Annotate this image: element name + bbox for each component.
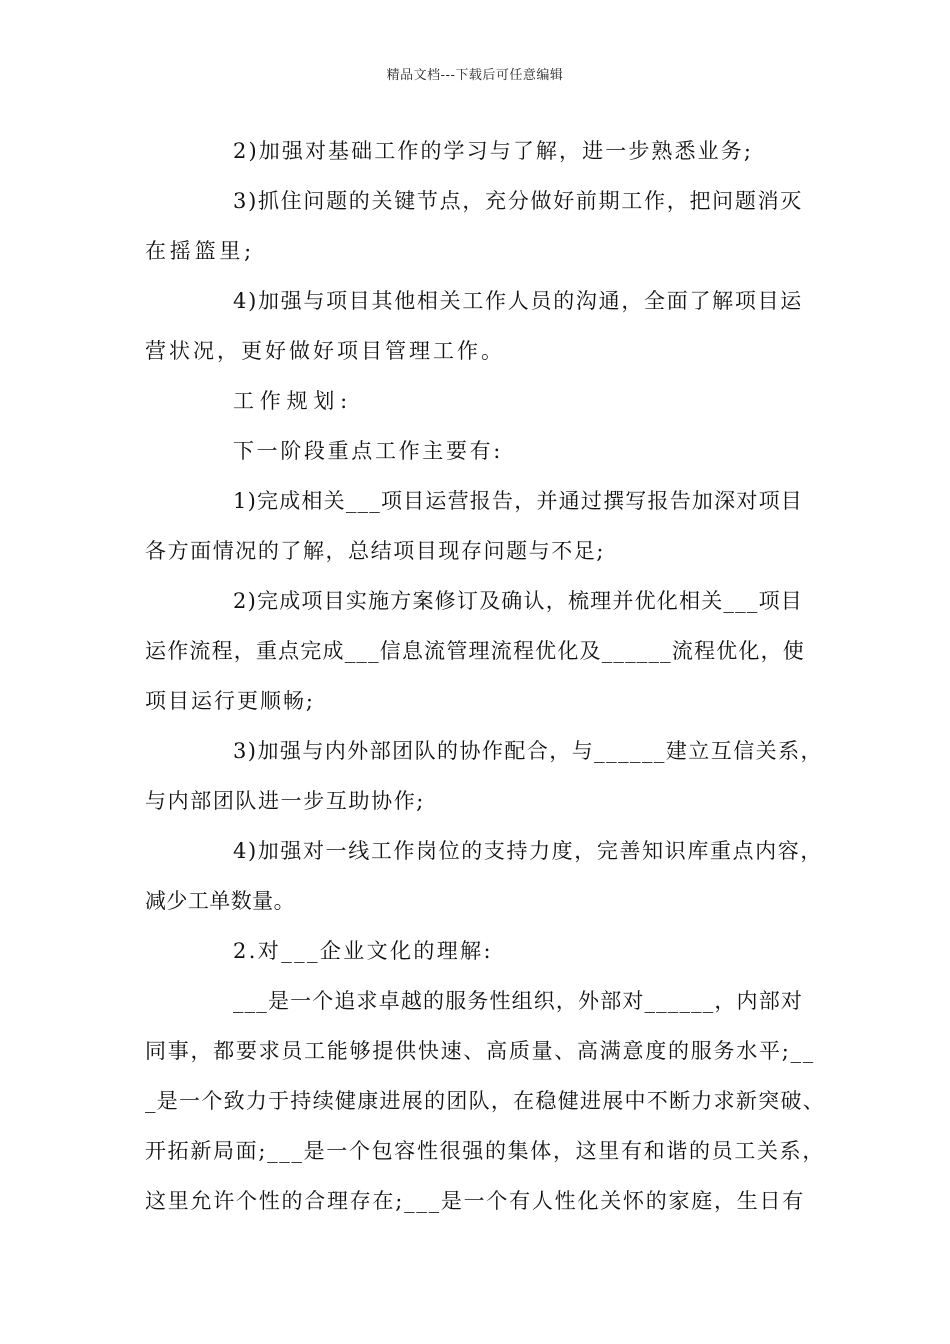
text-line: 与内部团队进一步互助协作; (145, 789, 425, 813)
text-line: 工作规划: (233, 389, 353, 413)
text-line: 在摇篮里; (145, 239, 255, 263)
text-line: 3)抓住问题的关键节点，充分做好前期工作，把问题消灭 (233, 189, 803, 213)
text-line: 2)完成项目实施方案修订及确认，梳理并优化相关___项目 (233, 589, 803, 613)
text-line: 这里允许个性的合理存在;___是一个有人性化关怀的家庭，生日有 (145, 1189, 805, 1213)
text-line: 4)加强与项目其他相关工作人员的沟通，全面了解项目运 (233, 289, 803, 313)
text-line: 项目运行更顺畅; (145, 689, 315, 713)
text-line: 4)加强对一线工作岗位的支持力度，完善知识库重点内容， (233, 839, 823, 863)
text-line: 1)完成相关___项目运营报告，并通过撰写报告加深对项目 (233, 489, 803, 513)
text-line: 2.对___企业文化的理解: (233, 939, 493, 963)
text-line: ___是一个追求卓越的服务性组织，外部对______，内部对 (233, 989, 803, 1013)
text-line: 下一阶段重点工作主要有: (233, 439, 503, 463)
text-line: 3)加强与内外部团队的协作配合，与______建立互信关系， (233, 739, 823, 763)
text-line: 同事，都要求员工能够提供快速、高质量、高满意度的服务水平;__ (145, 1039, 815, 1063)
text-line: 2)加强对基础工作的学习与了解，进一步熟悉业务; (233, 139, 753, 163)
text-line: 各方面情况的了解，总结项目现存问题与不足; (145, 539, 605, 563)
text-line: _是一个致力于持续健康进展的团队，在稳健进展中不断力求新突破、 (145, 1089, 825, 1113)
text-line: 运作流程，重点完成___信息流管理流程优化及______流程优化，使 (145, 639, 805, 663)
text-line: 减少工单数量。 (145, 889, 295, 913)
page-header: 精品文档---下载后可任意编辑 (386, 68, 564, 83)
text-line: 开拓新局面;___是一个包容性很强的集体，这里有和谐的员工关系， (145, 1139, 825, 1163)
text-line: 营状况，更好做好项目管理工作。 (145, 339, 505, 363)
